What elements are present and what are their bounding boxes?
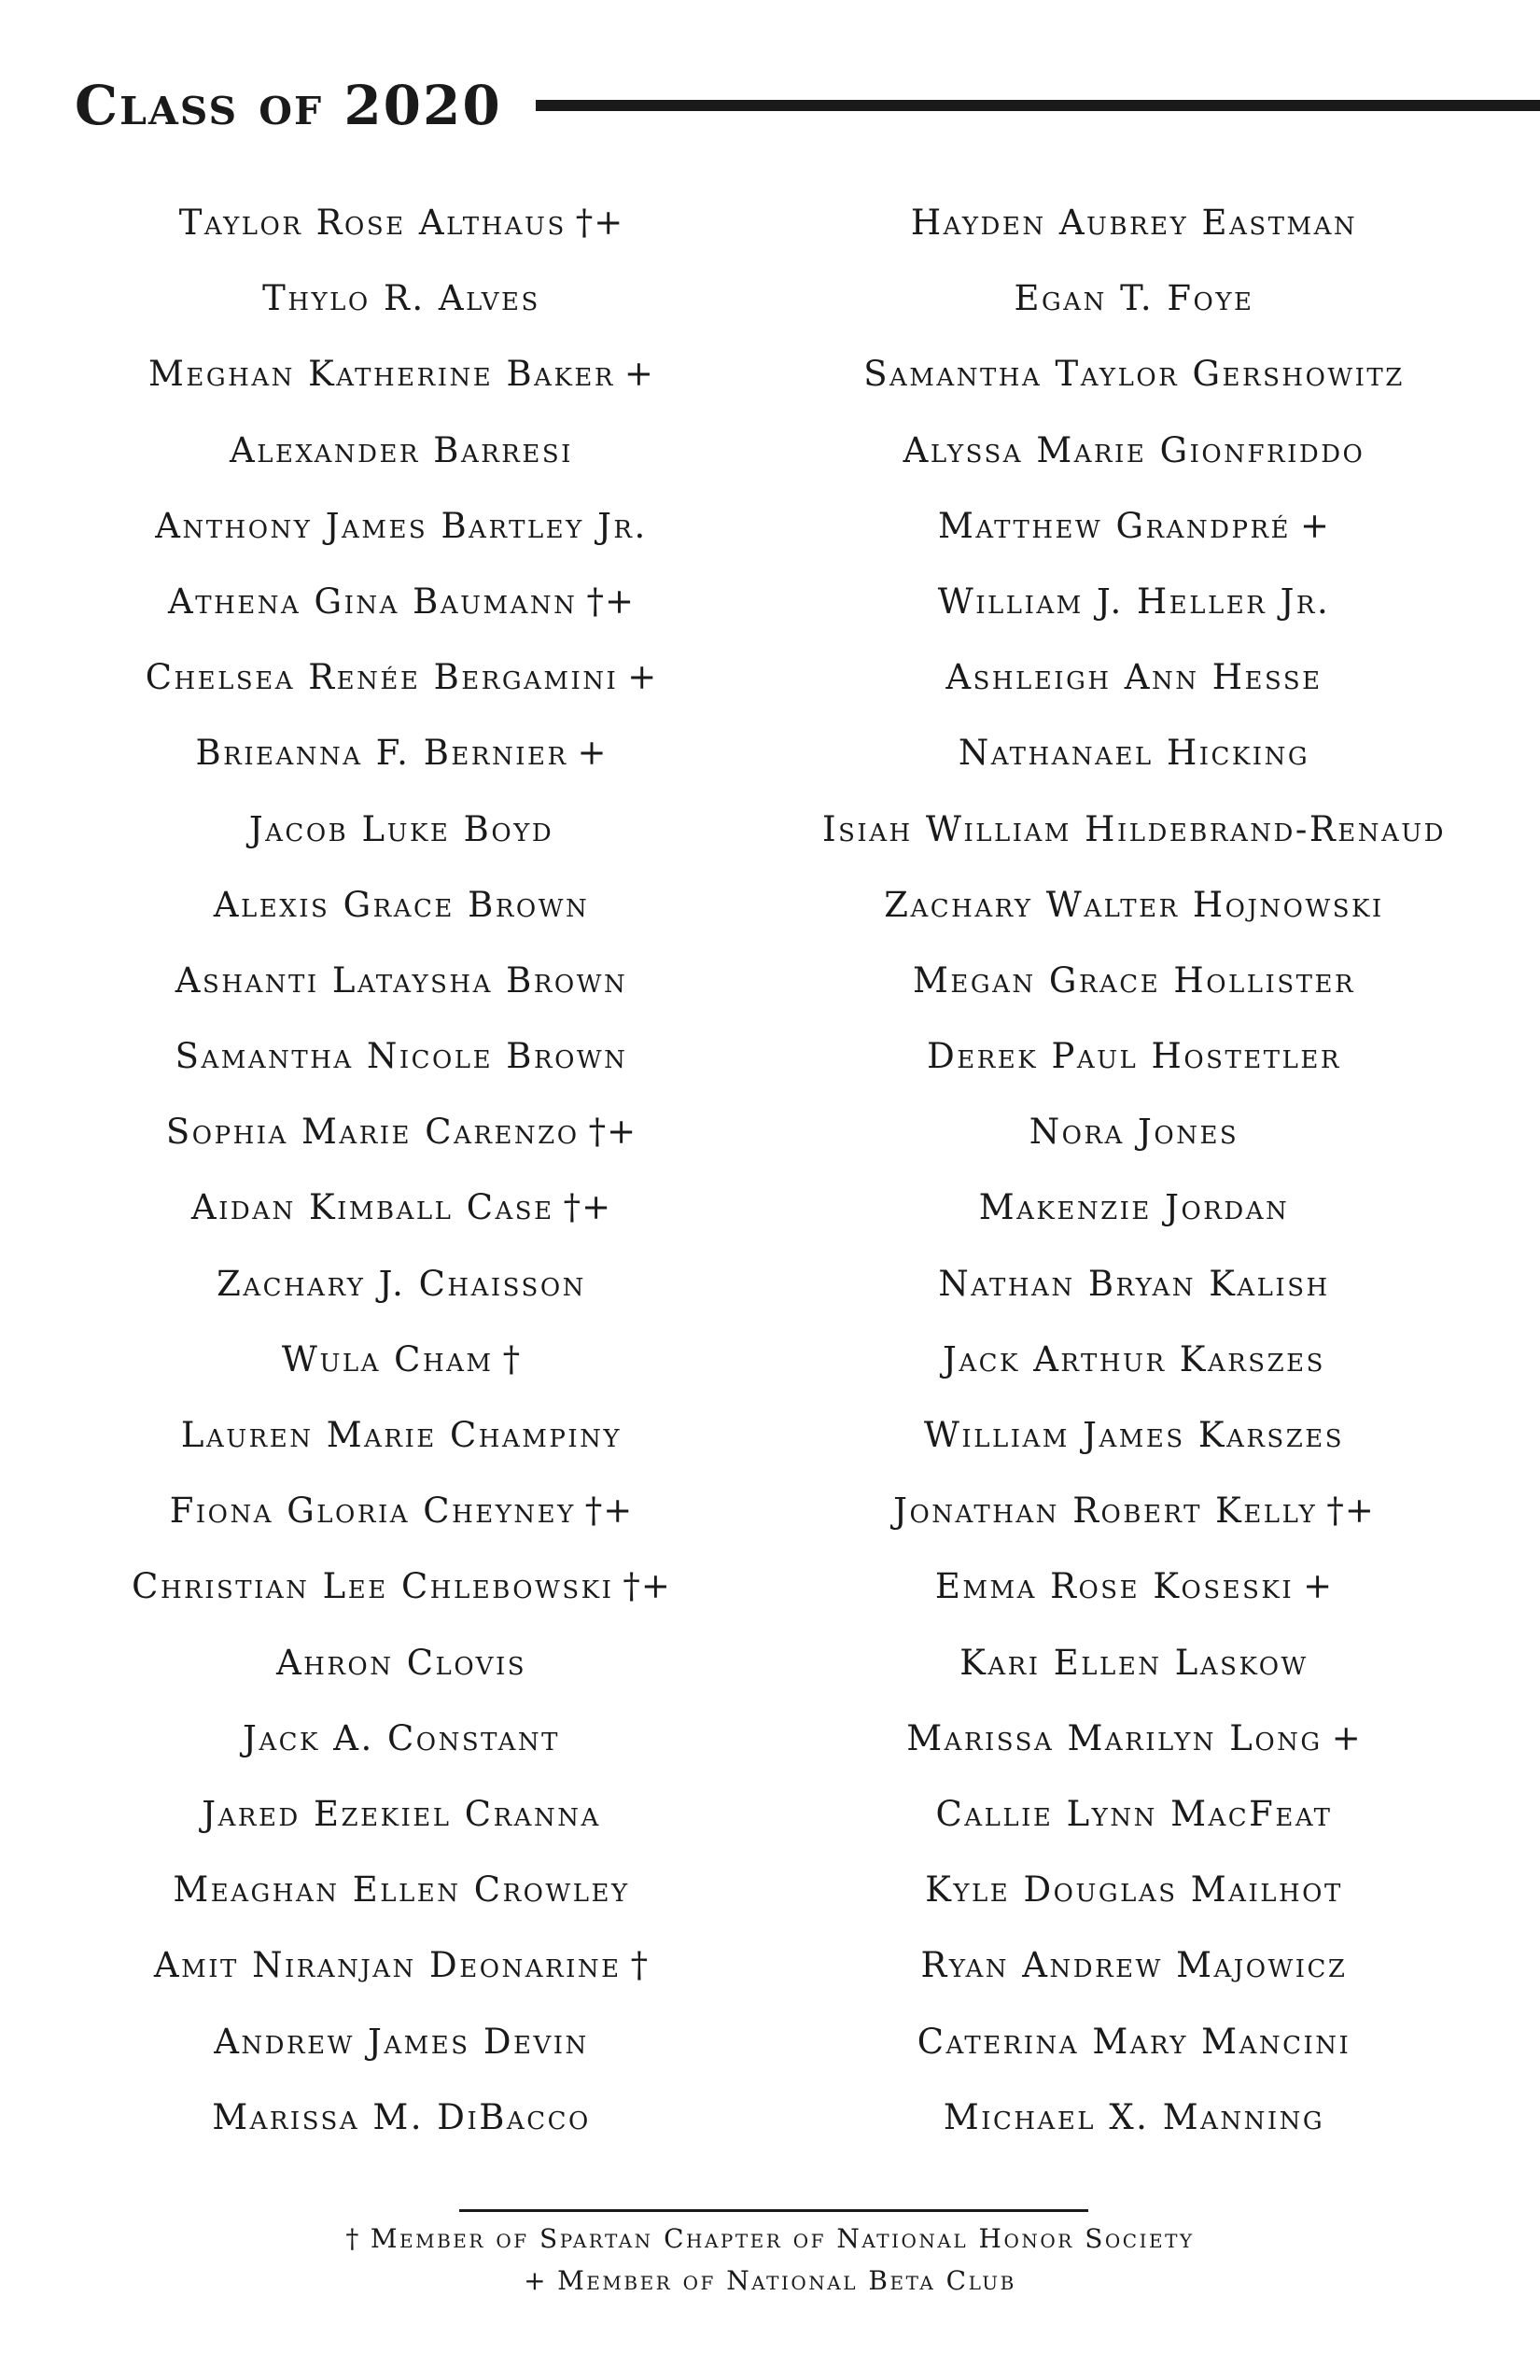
graduate-name-row bbox=[761, 1636, 1507, 1712]
graduate-name: Ashleigh Ann Hesse bbox=[945, 657, 1323, 698]
membership-marks: †+ bbox=[563, 1187, 612, 1228]
graduate-name-row bbox=[28, 1560, 775, 1635]
graduate-name: Lauren Marie Champiny bbox=[180, 1415, 623, 1455]
graduate-name: Marissa Marilyn Long bbox=[906, 1717, 1323, 1758]
footnote-divider bbox=[459, 2209, 1088, 2212]
graduate-name-row bbox=[761, 347, 1507, 423]
graduate-name-row bbox=[761, 1863, 1507, 1939]
membership-marks: †+ bbox=[623, 1566, 671, 1607]
graduate-name-row bbox=[761, 1408, 1507, 1484]
graduate-name: Jack Arthur Karszes bbox=[943, 1338, 1325, 1379]
graduate-name: Kari Ellen Laskow bbox=[959, 1642, 1309, 1683]
graduate-name-row bbox=[761, 575, 1507, 651]
graduate-name: Marissa M. DiBacco bbox=[212, 2096, 591, 2137]
graduate-name: Megan Grace Hollister bbox=[912, 959, 1356, 1001]
graduate-name: Jacob Luke Boyd bbox=[248, 808, 554, 849]
legend-honor-society bbox=[0, 2223, 1540, 2254]
graduate-name: Meghan Katherine Baker bbox=[148, 354, 615, 395]
membership-marks: + bbox=[623, 354, 654, 395]
graduate-name: Jared Ezekiel Cranna bbox=[202, 1793, 601, 1834]
graduate-name: Zachary Walter Hojnowski bbox=[884, 884, 1384, 925]
graduate-name: Callie Lynn MacFeat bbox=[935, 1793, 1333, 1834]
graduate-name-row bbox=[761, 424, 1507, 499]
graduate-name-row bbox=[28, 499, 775, 575]
graduate-name: Samantha Nicole Brown bbox=[175, 1036, 628, 1077]
graduate-name-row bbox=[28, 575, 775, 651]
plus-symbol: + bbox=[524, 2265, 549, 2296]
graduate-name-row bbox=[761, 196, 1507, 272]
graduate-name: Hayden Aubrey Eastman bbox=[910, 203, 1358, 243]
graduate-name-row bbox=[761, 651, 1507, 726]
membership-marks: + bbox=[627, 657, 658, 698]
graduate-name-row bbox=[28, 2015, 775, 2091]
graduate-name: Matthew Grandpré bbox=[937, 505, 1292, 546]
graduate-name-row bbox=[761, 803, 1507, 878]
graduate-name-row bbox=[28, 424, 775, 499]
page-header bbox=[75, 73, 1540, 138]
graduate-name: Jack A. Constant bbox=[243, 1717, 560, 1758]
graduate-name-row bbox=[28, 1712, 775, 1787]
graduate-name-row bbox=[761, 272, 1507, 347]
graduate-name: Fiona Gloria Cheyney bbox=[169, 1491, 576, 1532]
graduate-name-row bbox=[28, 1105, 775, 1181]
name-list-right bbox=[761, 196, 1507, 2166]
membership-marks: †+ bbox=[588, 1112, 637, 1153]
membership-marks: †+ bbox=[575, 203, 624, 243]
graduate-name-row bbox=[28, 196, 775, 272]
graduate-name: Samantha Taylor Gershowitz bbox=[863, 354, 1405, 395]
legend-beta-club bbox=[0, 2265, 1540, 2296]
graduate-name: Brieanna F. Bernier bbox=[195, 733, 568, 774]
graduate-name-row bbox=[761, 726, 1507, 802]
graduate-name-row bbox=[761, 2091, 1507, 2166]
graduate-name: Andrew James Devin bbox=[214, 2021, 589, 2062]
graduate-name-row bbox=[761, 1333, 1507, 1408]
graduate-name-row bbox=[28, 1787, 775, 1863]
graduate-name-row bbox=[28, 1636, 775, 1712]
graduate-name-row bbox=[28, 726, 775, 802]
graduate-name: Michael X. Manning bbox=[943, 2096, 1325, 2137]
graduate-name: Alexander Barresi bbox=[230, 429, 573, 470]
graduate-name-row bbox=[761, 1181, 1507, 1256]
page-title: Class of 2020 bbox=[75, 74, 502, 137]
graduate-name: Alyssa Marie Gionfriddo bbox=[903, 429, 1365, 470]
graduate-name: Chelsea Renée Bergamini bbox=[145, 657, 619, 698]
membership-marks: † bbox=[502, 1338, 522, 1379]
graduate-name: Derek Paul Hostetler bbox=[927, 1036, 1341, 1077]
graduate-name-row bbox=[28, 803, 775, 878]
graduate-name: Caterina Mary Mancini bbox=[917, 2021, 1351, 2062]
graduate-name: Jonathan Robert Kelly bbox=[893, 1491, 1318, 1532]
graduate-name-row bbox=[28, 1257, 775, 1333]
header-rule bbox=[536, 100, 1540, 111]
graduate-name-row bbox=[28, 1863, 775, 1939]
graduate-name-row bbox=[28, 878, 775, 954]
graduate-name: Zachary J. Chaisson bbox=[217, 1263, 586, 1304]
graduate-name: Wula Cham bbox=[281, 1338, 494, 1379]
name-list-left bbox=[28, 196, 775, 2166]
graduate-name: Emma Rose Koseski bbox=[934, 1566, 1295, 1607]
graduate-name: Aidan Kimball Case bbox=[190, 1187, 554, 1228]
graduate-name-row bbox=[28, 651, 775, 726]
graduate-name-row bbox=[761, 1939, 1507, 2014]
graduate-name: Sophia Marie Carenzo bbox=[165, 1112, 580, 1153]
graduate-name: Ashanti Lataysha Brown bbox=[175, 959, 628, 1001]
graduate-name: Ryan Andrew Majowicz bbox=[920, 1945, 1348, 1986]
membership-marks: †+ bbox=[586, 581, 635, 622]
graduate-name-row bbox=[761, 2015, 1507, 2091]
graduate-name-row bbox=[28, 2091, 775, 2166]
graduate-name: Egan T. Foye bbox=[1014, 278, 1254, 319]
graduate-name: Kyle Douglas Mailhot bbox=[925, 1869, 1343, 1911]
graduate-name: Nora Jones bbox=[1029, 1112, 1239, 1153]
membership-marks: † bbox=[630, 1945, 650, 1986]
graduate-name: Christian Lee Chlebowski bbox=[132, 1566, 614, 1607]
membership-marks: †+ bbox=[584, 1491, 634, 1532]
graduate-name-row bbox=[28, 1939, 775, 2014]
graduate-name-row bbox=[28, 954, 775, 1029]
graduate-name-row bbox=[761, 1029, 1507, 1105]
graduate-name-row bbox=[761, 878, 1507, 954]
graduate-name-row bbox=[761, 1712, 1507, 1787]
graduate-name-row bbox=[28, 1029, 775, 1105]
graduate-name-row bbox=[28, 1484, 775, 1560]
graduate-name: Isiah William Hildebrand-Renaud bbox=[822, 808, 1446, 849]
graduate-name-row bbox=[28, 1408, 775, 1484]
graduate-name: Athena Gina Baumann bbox=[168, 581, 578, 622]
graduate-name: Nathan Bryan Kalish bbox=[938, 1263, 1330, 1304]
graduate-name-row bbox=[761, 1105, 1507, 1181]
graduate-name-row bbox=[761, 499, 1507, 575]
graduate-name: Meaghan Ellen Crowley bbox=[173, 1869, 630, 1911]
dagger-symbol: † bbox=[345, 2223, 361, 2254]
membership-marks: + bbox=[577, 733, 608, 774]
graduate-name: Nathanael Hicking bbox=[958, 733, 1310, 774]
graduate-name: Taylor Rose Althaus bbox=[178, 203, 567, 243]
graduate-name: William J. Heller Jr. bbox=[937, 581, 1331, 622]
graduate-name: William James Karszes bbox=[923, 1415, 1345, 1455]
graduate-name-row bbox=[761, 954, 1507, 1029]
membership-marks: †+ bbox=[1326, 1491, 1375, 1532]
membership-marks: + bbox=[1331, 1717, 1362, 1758]
graduate-name-row bbox=[28, 347, 775, 423]
membership-marks: + bbox=[1300, 505, 1331, 546]
graduate-name-row bbox=[28, 1181, 775, 1256]
graduate-name-row bbox=[761, 1257, 1507, 1333]
membership-marks: + bbox=[1303, 1566, 1334, 1607]
graduate-name: Makenzie Jordan bbox=[978, 1187, 1290, 1228]
legend-text: Member of National Beta Club bbox=[557, 2265, 1016, 2296]
graduate-name: Alexis Grace Brown bbox=[213, 884, 590, 925]
graduate-name-row bbox=[761, 1560, 1507, 1635]
graduate-name: Anthony James Bartley Jr. bbox=[155, 505, 648, 546]
graduate-name: Thylo R. Alves bbox=[262, 278, 540, 319]
graduate-name: Amit Niranjan Deonarine bbox=[153, 1945, 622, 1986]
legend-text: Member of Spartan Chapter of National Honor Society bbox=[370, 2223, 1195, 2254]
graduate-name: Ahron Clovis bbox=[275, 1642, 527, 1683]
graduate-name-row bbox=[761, 1484, 1507, 1560]
graduate-name-row bbox=[28, 272, 775, 347]
graduate-name-row bbox=[761, 1787, 1507, 1863]
graduate-name-row bbox=[28, 1333, 775, 1408]
